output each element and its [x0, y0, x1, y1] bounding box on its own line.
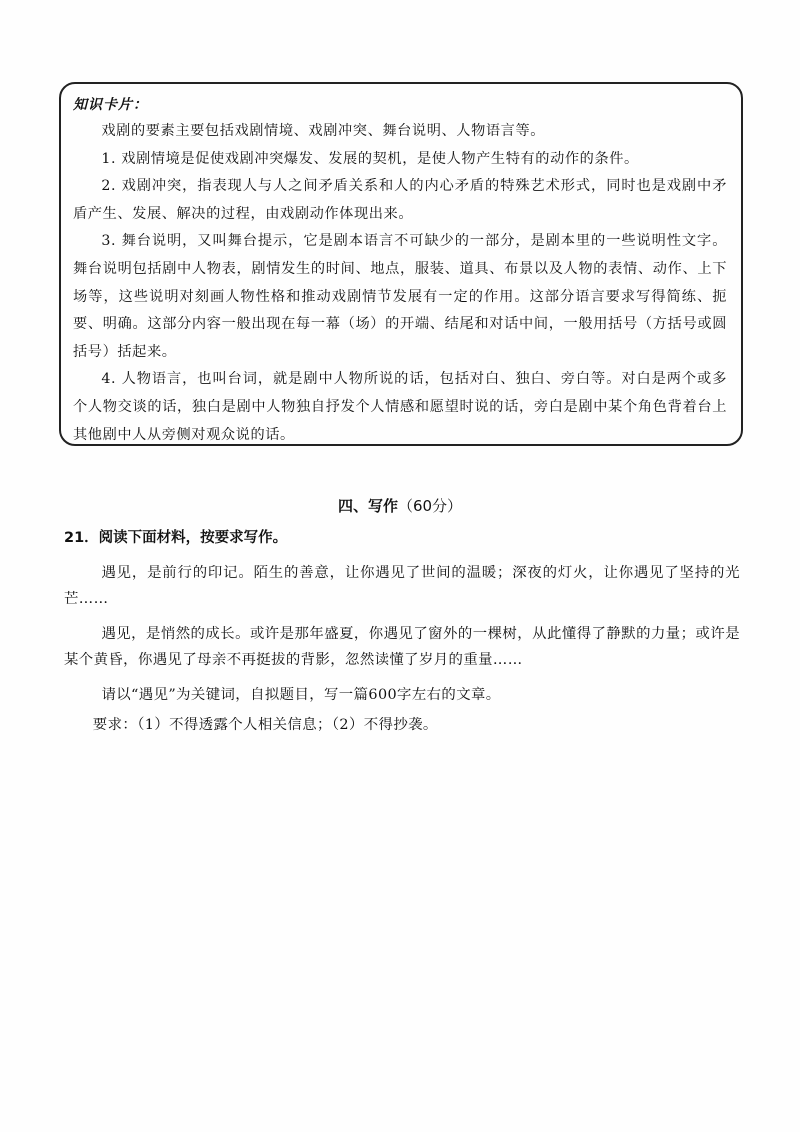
section-heading	[0, 494, 800, 518]
knowledge-card-item-1: 1. 戏剧情境是促使戏剧冲突爆发、发展的契机，是使人物产生特有的动作的条件。	[101, 150, 639, 167]
material-paragraph-2: 遇见，是悄然的成长。或许是那年盛夏，你遇见了窗外的一棵树，从此懂得了静默的力量；或许是某个黄昏，你遇见了母亲不再挺拔的背影，忽然读懂了岁月的重量……	[64, 626, 740, 668]
writing-material	[64, 560, 740, 747]
knowledge-card-intro: 戏剧的要素主要包括戏剧情境、戏剧冲突、舞台说明、人物语言等。	[101, 123, 546, 139]
writing-instruction: 请以“遇见”为关键词，自拟题目，写一篇600字左右的文章。	[101, 687, 501, 703]
knowledge-card-title: 知识卡片：	[73, 97, 148, 113]
knowledge-card-item-3: 3. 舞台说明，又叫舞台提示，它是剧本语言不可缺少的一部分，是剧本里的一些说明性文字。舞台说明包括剧中人物表，剧情发生的时间、地点，服装、道具、布景以及人物的表情、动作、上下场等，这些说明对刻画人物性格和推动戏剧情节发展有一定的作用。这部分语言要求写得简练、扼要、明确。这部分内容一般出现在每一幕（场）的开端、结尾和对话中间，一般用括号（方括号或圆括号）括起来。	[73, 233, 727, 360]
material-paragraph-1: 遇见，是前行的印记。陌生的善意，让你遇见了世间的温暖；深夜的灯火，让你遇见了坚持的光芒……	[64, 565, 740, 607]
knowledge-card-item-4: 4. 人物语言，也叫台词，就是剧中人物所说的话，包括对白、独白、旁白等。对白是两个或多个人物交谈的话，独白是剧中人物独自抒发个人情感和愿望时说的话，旁白是剧中某个角色背着台上其他剧中人从旁侧对观众说的话。	[73, 371, 727, 443]
question-prompt: 21．阅读下面材料，按要求写作。	[64, 530, 288, 546]
knowledge-card-item-2: 2. 戏剧冲突，指表现人与人之间矛盾关系和人的内心矛盾的特殊艺术形式，同时也是戏剧中矛盾产生、发展、解决的过程，由戏剧动作体现出来。	[73, 178, 727, 222]
section-score: （60分）	[397, 497, 463, 515]
writing-requirements: 要求：（1）不得透露个人相关信息；（2）不得抄袭。	[92, 717, 438, 733]
knowledge-card	[59, 82, 743, 446]
section-title: 四、写作	[337, 497, 398, 515]
